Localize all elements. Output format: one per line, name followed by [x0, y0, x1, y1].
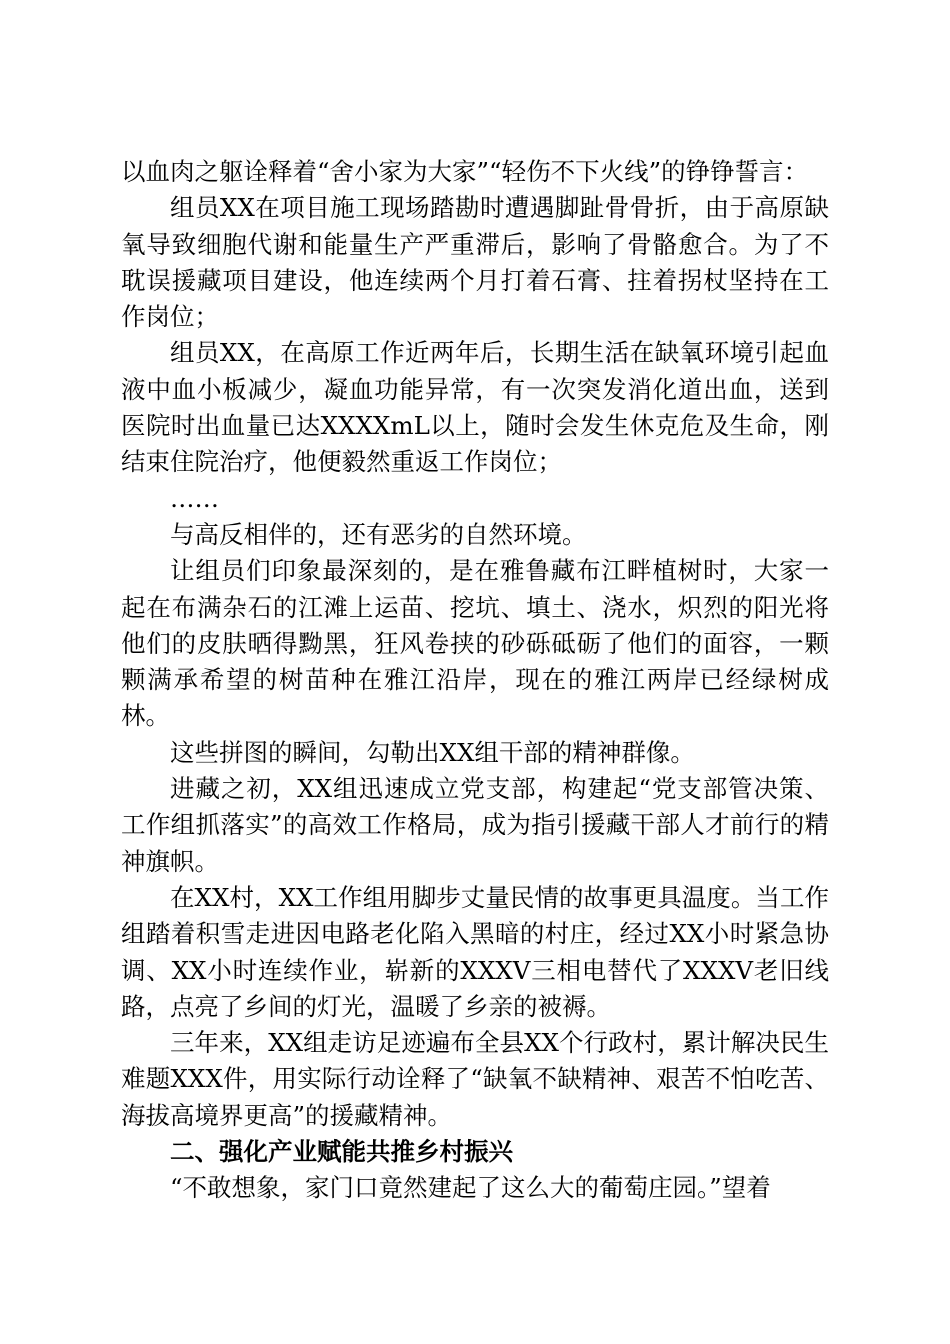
paragraph-continuation: 以血肉之躯诠释着“舍小家为大家”“轻伤不下火线”的铮铮誓言： — [121, 157, 809, 186]
paragraph-party-branch: 进藏之初，XX组迅速成立党支部，构建起“党支部管决策、工作组抓落实”的高效工作格局，成为指引援藏干部人才前行的精神旗帜。 — [121, 774, 829, 876]
paragraph-tree-planting: 让组员们印象最深刻的，是在雅鲁藏布江畔植树时，大家一起在布满杂石的江滩上运苗、挖坑、填土、浇水，炽烈的阳光将他们的皮肤晒得黝黑，狂风卷挟的砂砾砥砺了他们的面容，一颗颗满承希望的树苗种在雅江沿岸，现在的雅江两岸已经绿树成林。 — [121, 556, 829, 731]
paragraph-fracture-story: 组员XX在项目施工现场踏勘时遭遇脚趾骨骨折，由于高原缺氧导致细胞代谢和能量生产严重滞后，影响了骨骼愈合。为了不耽误援藏项目建设，他连续两个月打着石膏、拄着拐杖坚持在工作岗位； — [121, 193, 829, 332]
section-heading: 二、强化产业赋能共推乡村振兴 — [170, 1137, 513, 1167]
paragraph-environment: 与高反相伴的，还有恶劣的自然环境。 — [170, 519, 587, 549]
paragraph-village-power: 在XX村，XX工作组用脚步丈量民情的故事更具温度。当工作组踏着积雪走进因电路老化陷入黑暗的村庄，经过XX小时紧急协调、XX小时连续作业，崭新的XXXV三相电替代了XXXV老旧线路，点亮了乡间的灯光，温暖了乡亲的被褥。 — [121, 882, 829, 1021]
paragraph-vineyard-quote: “不敢想象，家门口竟然建起了这么大的葡萄庄园。”望着 — [170, 1173, 771, 1203]
paragraph-bleeding-story: 组员XX，在高原工作近两年后，长期生活在缺氧环境引起血液中血小板减少，凝血功能异常，有一次突发消化道出血，送到医院时出血量已达XXXXmL以上，随时会发生休克危及生命，刚结束住院治疗，他便毅然重返工作岗位； — [121, 338, 829, 477]
paragraph-spirit-portrait: 这些拼图的瞬间，勾勒出XX组干部的精神群像。 — [170, 737, 695, 767]
paragraph-ellipsis: …… — [170, 483, 219, 513]
document-page — [121, 154, 829, 1207]
paragraph-three-years: 三年来，XX组走访足迹遍布全县XX个行政村，累计解决民生难题XXX件，用实际行动诠释了“缺氧不缺精神、艰苦不怕吃苦、海拔高境界更高”的援藏精神。 — [121, 1028, 829, 1130]
